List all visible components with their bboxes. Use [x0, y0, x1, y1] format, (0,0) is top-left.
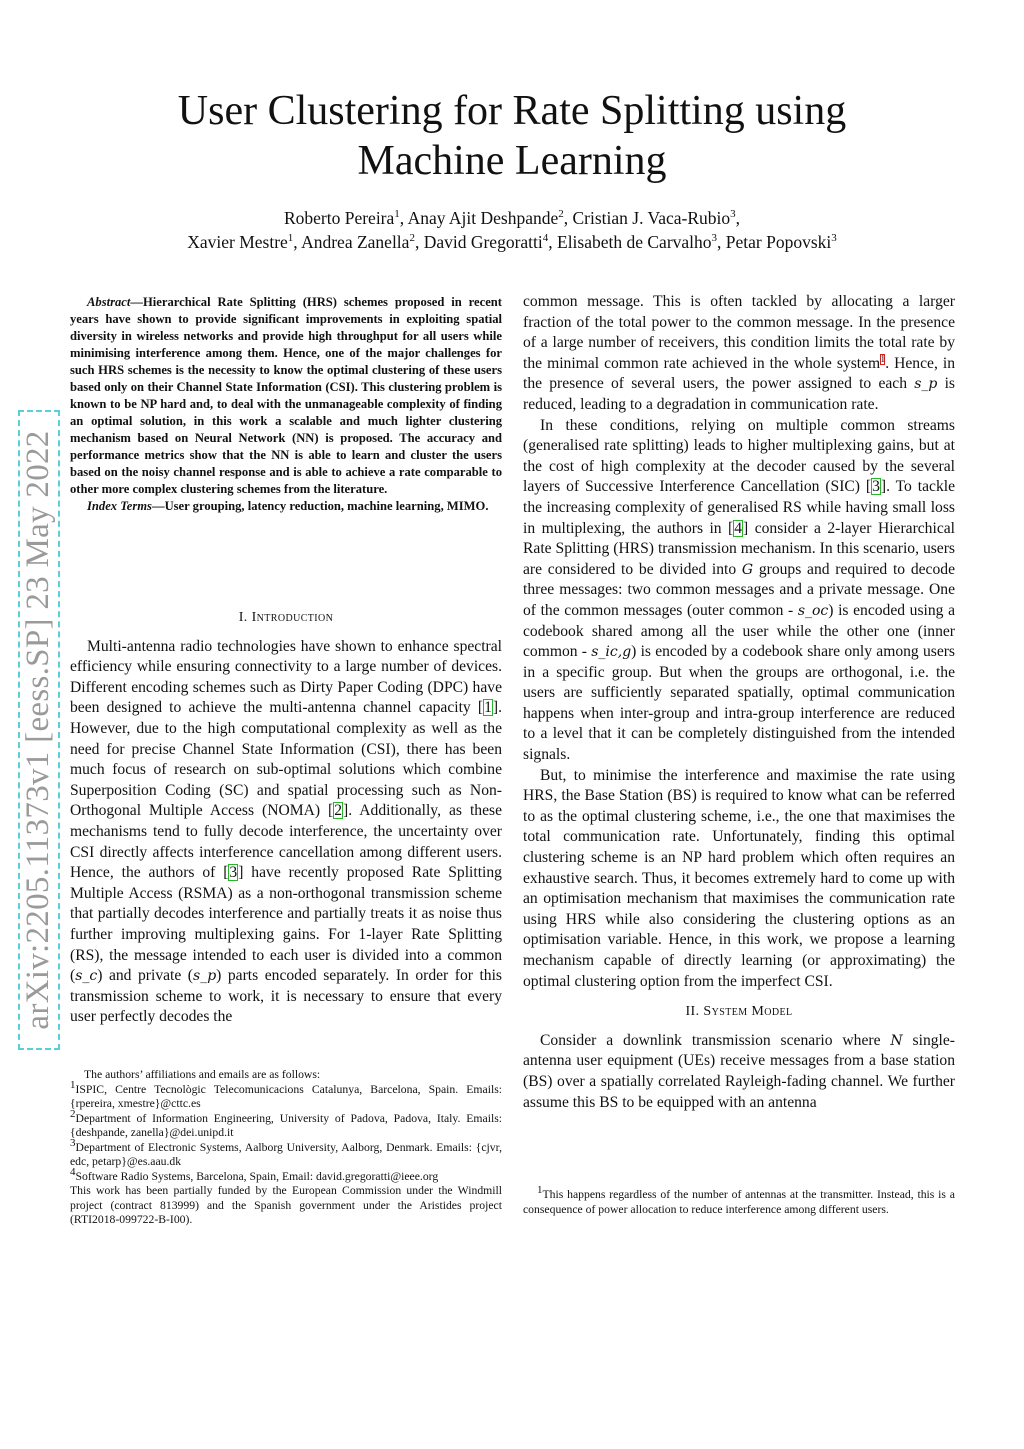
- footnote-item: $^3$Department of Electronic Systems, Aalborg University, Aalborg, Denmark. Emails: {cjvr, edc, petarp}@es.aau.dk: [70, 1136, 502, 1168]
- section-heading-system-model: II. System Model: [685, 1004, 793, 1020]
- author-line-2: Xavier Mestre$^1$, Andrea Zanella$^2$, David Gregoratti$^4$, Elisabeth de Carvalho$^3$, Petar Popovski$^3$: [187, 232, 837, 252]
- math-symbol: s_oc: [797, 602, 829, 619]
- math-symbol: s_p: [914, 376, 938, 393]
- author: Anay Ajit Deshpande$^2$: [407, 208, 564, 228]
- paragraph: But, to minimise the interference and maximise the rate using HRS, the Base Station (BS) is required to know what can be referred to as the optimal clustering scheme, i.e., the one that maximises the total communication rate. Unfortunately, finding this optimal clustering scheme is an NP hard problem which often requires an exhaustive search. Thus, it becomes extremely hard to come up with an optimisation mechanism that maximises the communication rate using HRS while also considering the clustering options as an optimisation variable. Hence, in this work, we propose a learning mechanism capable of directly learning (or approximating) the optimal clustering option from the imperfect CSI.: [523, 766, 955, 990]
- arxiv-stamp[interactable]: arXiv:2205.11373v1 [eess.SP] 23 May 2022: [18, 410, 60, 1050]
- math-symbol: s_p: [193, 968, 217, 985]
- math-symbol: s_ic,g: [591, 644, 632, 661]
- math-symbol: G: [741, 561, 754, 578]
- paragraph: In these conditions, relying on multiple common streams (generalised rate splitting) leads to higher multiplexing gains, but at the cost of high complexity at the decoder caused by the several layers of Successive Interference Cancellation (SIC) [3]. To tackle the increasing complexity of generalised RS while having small loss in multiplexing, the authors in [4] consider a 2-layer Hierarchical Rate Splitting (HRS) transmission mechanism. In this scenario, users are considered to be divided into G groups and required to decode three messages: two common messages and a private message. One of the common messages (outer common - s_oc) is encoded using a codebook shared among all the user while the other one (inner common - s_ic,g) is encoded by a codebook share only among users in a specific group. But when the groups are orthogonal, i.e. the users are sufficiently separated spatially, optimal communication happens when inter-group and intra-group interference are reduced to a level that it can be completely distinguished from the intended signals.: [523, 416, 956, 764]
- index-terms: Index Terms—User grouping, latency reduction, machine learning, MIMO.: [87, 499, 489, 513]
- footnote-item: $^2$Department of Information Engineering, University of Padova, Padova, Italy. Emails: {deshpande, zanella}@dei.unipd.it: [70, 1107, 502, 1139]
- author: David Gregoratti$^4$: [423, 232, 549, 252]
- affiliations-footnote: The authors’ affiliations and emails are as follows: $^1$ISPIC, Centre Tecnològic Telecomunicacions Catalunya, Barcelona, Spain. Emails: {rpereira, xmestre}@cttc.es $^2$Department of Information Engineering, University of Padova, Padova, Italy. Emails: {deshpande, zanella}@dei.unipd.it $^3$Department of Electronic Systems, Aalborg University, Aalborg, Denmark. Emails: {cjvr, edc, petarp}@es.aau.dk $^4$Software Radio Systems, Barcelona, Spain, Email: david.gregoratti@ieee.org This work has been partially funded by the European Commission under the Windmill project (contract 813999) and the Spanish government under the Aristides project (RTI2018-099722-B-I00).: [70, 1068, 502, 1226]
- footnote-right: $^1$This happens regardless of the number of antennas at the transmitter. Instead, this is a consequence of power allocation to reduce interference among different users.: [523, 1184, 955, 1216]
- citation-link[interactable]: 4: [734, 519, 743, 537]
- funding-note: This work has been partially funded by the European Commission under the Windmill project (contract 813999) and the Spanish government under the Aristides project (RTI2018-099722-B-I00).: [70, 1184, 502, 1226]
- intro-paragraph: Multi-antenna radio technologies have shown to enhance spectral efficiency while ensuring connectivity to a large number of devices. Different encoding schemes such as Dirty Paper Coding (DPC) have been designed to achieve the multi-antenna channel capacity [1]. However, due to the high computational complexity as well as the need for precise Channel State Information (CSI), there has been much focus of research on sub-optimal solutions which combine Superposition Coding (SC) and spatial processing such as Non-Orthogonal Multiple Access (NOMA) [2]. Additionally, as these mechanisms tend to fully decode interference, the uncertainty over CSI directly affects interference cancellation among different users. Hence, the authors of [3] have recently proposed Rate Splitting Multiple Access (RSMA) as a non-orthogonal transmission scheme that partially decodes interference and partially treats it as noise thus further improving multiplexing gains. For 1-layer Rate Splitting (RS), the message intended to each user is divided into a common (s_c) and private (s_p) parts encoded separately. In order for this transmission scheme to work, it is necessary to ensure that every user perfectly decodes the: [70, 637, 502, 1026]
- author: Cristian J. Vaca-Rubio$^3$: [572, 208, 736, 228]
- paper-title: User Clustering for Rate Splitting using Machine Learning: [177, 88, 847, 184]
- citation-link[interactable]: 3: [229, 864, 238, 882]
- right-column-body: [523, 292, 955, 1113]
- author: Xavier Mestre$^1$: [187, 232, 294, 252]
- citation-link[interactable]: 1: [484, 699, 492, 717]
- author: Elisabeth de Carvalho$^3$: [557, 232, 718, 252]
- citation-link[interactable]: 2: [334, 802, 343, 820]
- paragraph: Consider a downlink transmission scenario where N single-antenna user equipment (UEs) receive messages from a base station (BS) over a spatially correlated Rayleigh-fading channel. We further assume this BS to be equipped with an antenna: [523, 1031, 955, 1111]
- footnote-link[interactable]: 1: [880, 353, 886, 365]
- abstract: [70, 294, 502, 515]
- author-line-1: Roberto Pereira$^1$, Anay Ajit Deshpande$^2$, Cristian J. Vaca-Rubio$^3$,: [283, 208, 741, 228]
- abstract-paragraph: Abstract—Hierarchical Rate Splitting (HRS) schemes proposed in recent years have shown to provide significant improvements in exploiting spatial diversity in wireless networks and provide high throughput for all users while minimising interference among them. Hence, one of the major challenges for such HRS schemes is the necessity to know the optimal clustering of these users based only on their Channel State Information (CSI). This clustering problem is known to be NP hard and, to deal with the unmanageable complexity of finding an optimal solution, in this work a scalable and much lighter clustering mechanism based on Neural Network (NN) is proposed. The accuracy and performance metrics show that the NN is able to learn and cluster the users based on the noisy channel response and is able to achieve a rate comparable to other more complex clustering schemes from the literature.: [70, 295, 502, 496]
- paragraph: common message. This is often tackled by allocating a larger fraction of the total power to the common message. In the presence of a large number of receivers, this condition limits the total rate by the minimal common rate achieved in the whole system$^1$. Hence, in the presence of several users, the power assigned to each s_p is reduced, leading to a degradation in communication rate.: [523, 293, 956, 413]
- author: Petar Popovski$^3$: [725, 232, 837, 252]
- math-symbol: s_c: [75, 968, 98, 985]
- citation-link[interactable]: 3: [872, 478, 880, 496]
- footnote-item: $^4$Software Radio Systems, Barcelona, Spain, Email: david.gregoratti@ieee.org: [70, 1165, 439, 1183]
- author: Andrea Zanella$^2$: [301, 232, 415, 252]
- footnote-item: $^1$ISPIC, Centre Tecnològic Telecomunicacions Catalunya, Barcelona, Spain. Emails: {rpereira, xmestre}@cttc.es: [70, 1078, 502, 1110]
- math-symbol: N: [890, 1032, 903, 1049]
- section-heading-introduction: I. Introduction: [238, 610, 334, 625]
- author-list: [0, 206, 1024, 254]
- author: Roberto Pereira$^1$: [283, 208, 400, 228]
- left-column-body: [70, 608, 502, 1028]
